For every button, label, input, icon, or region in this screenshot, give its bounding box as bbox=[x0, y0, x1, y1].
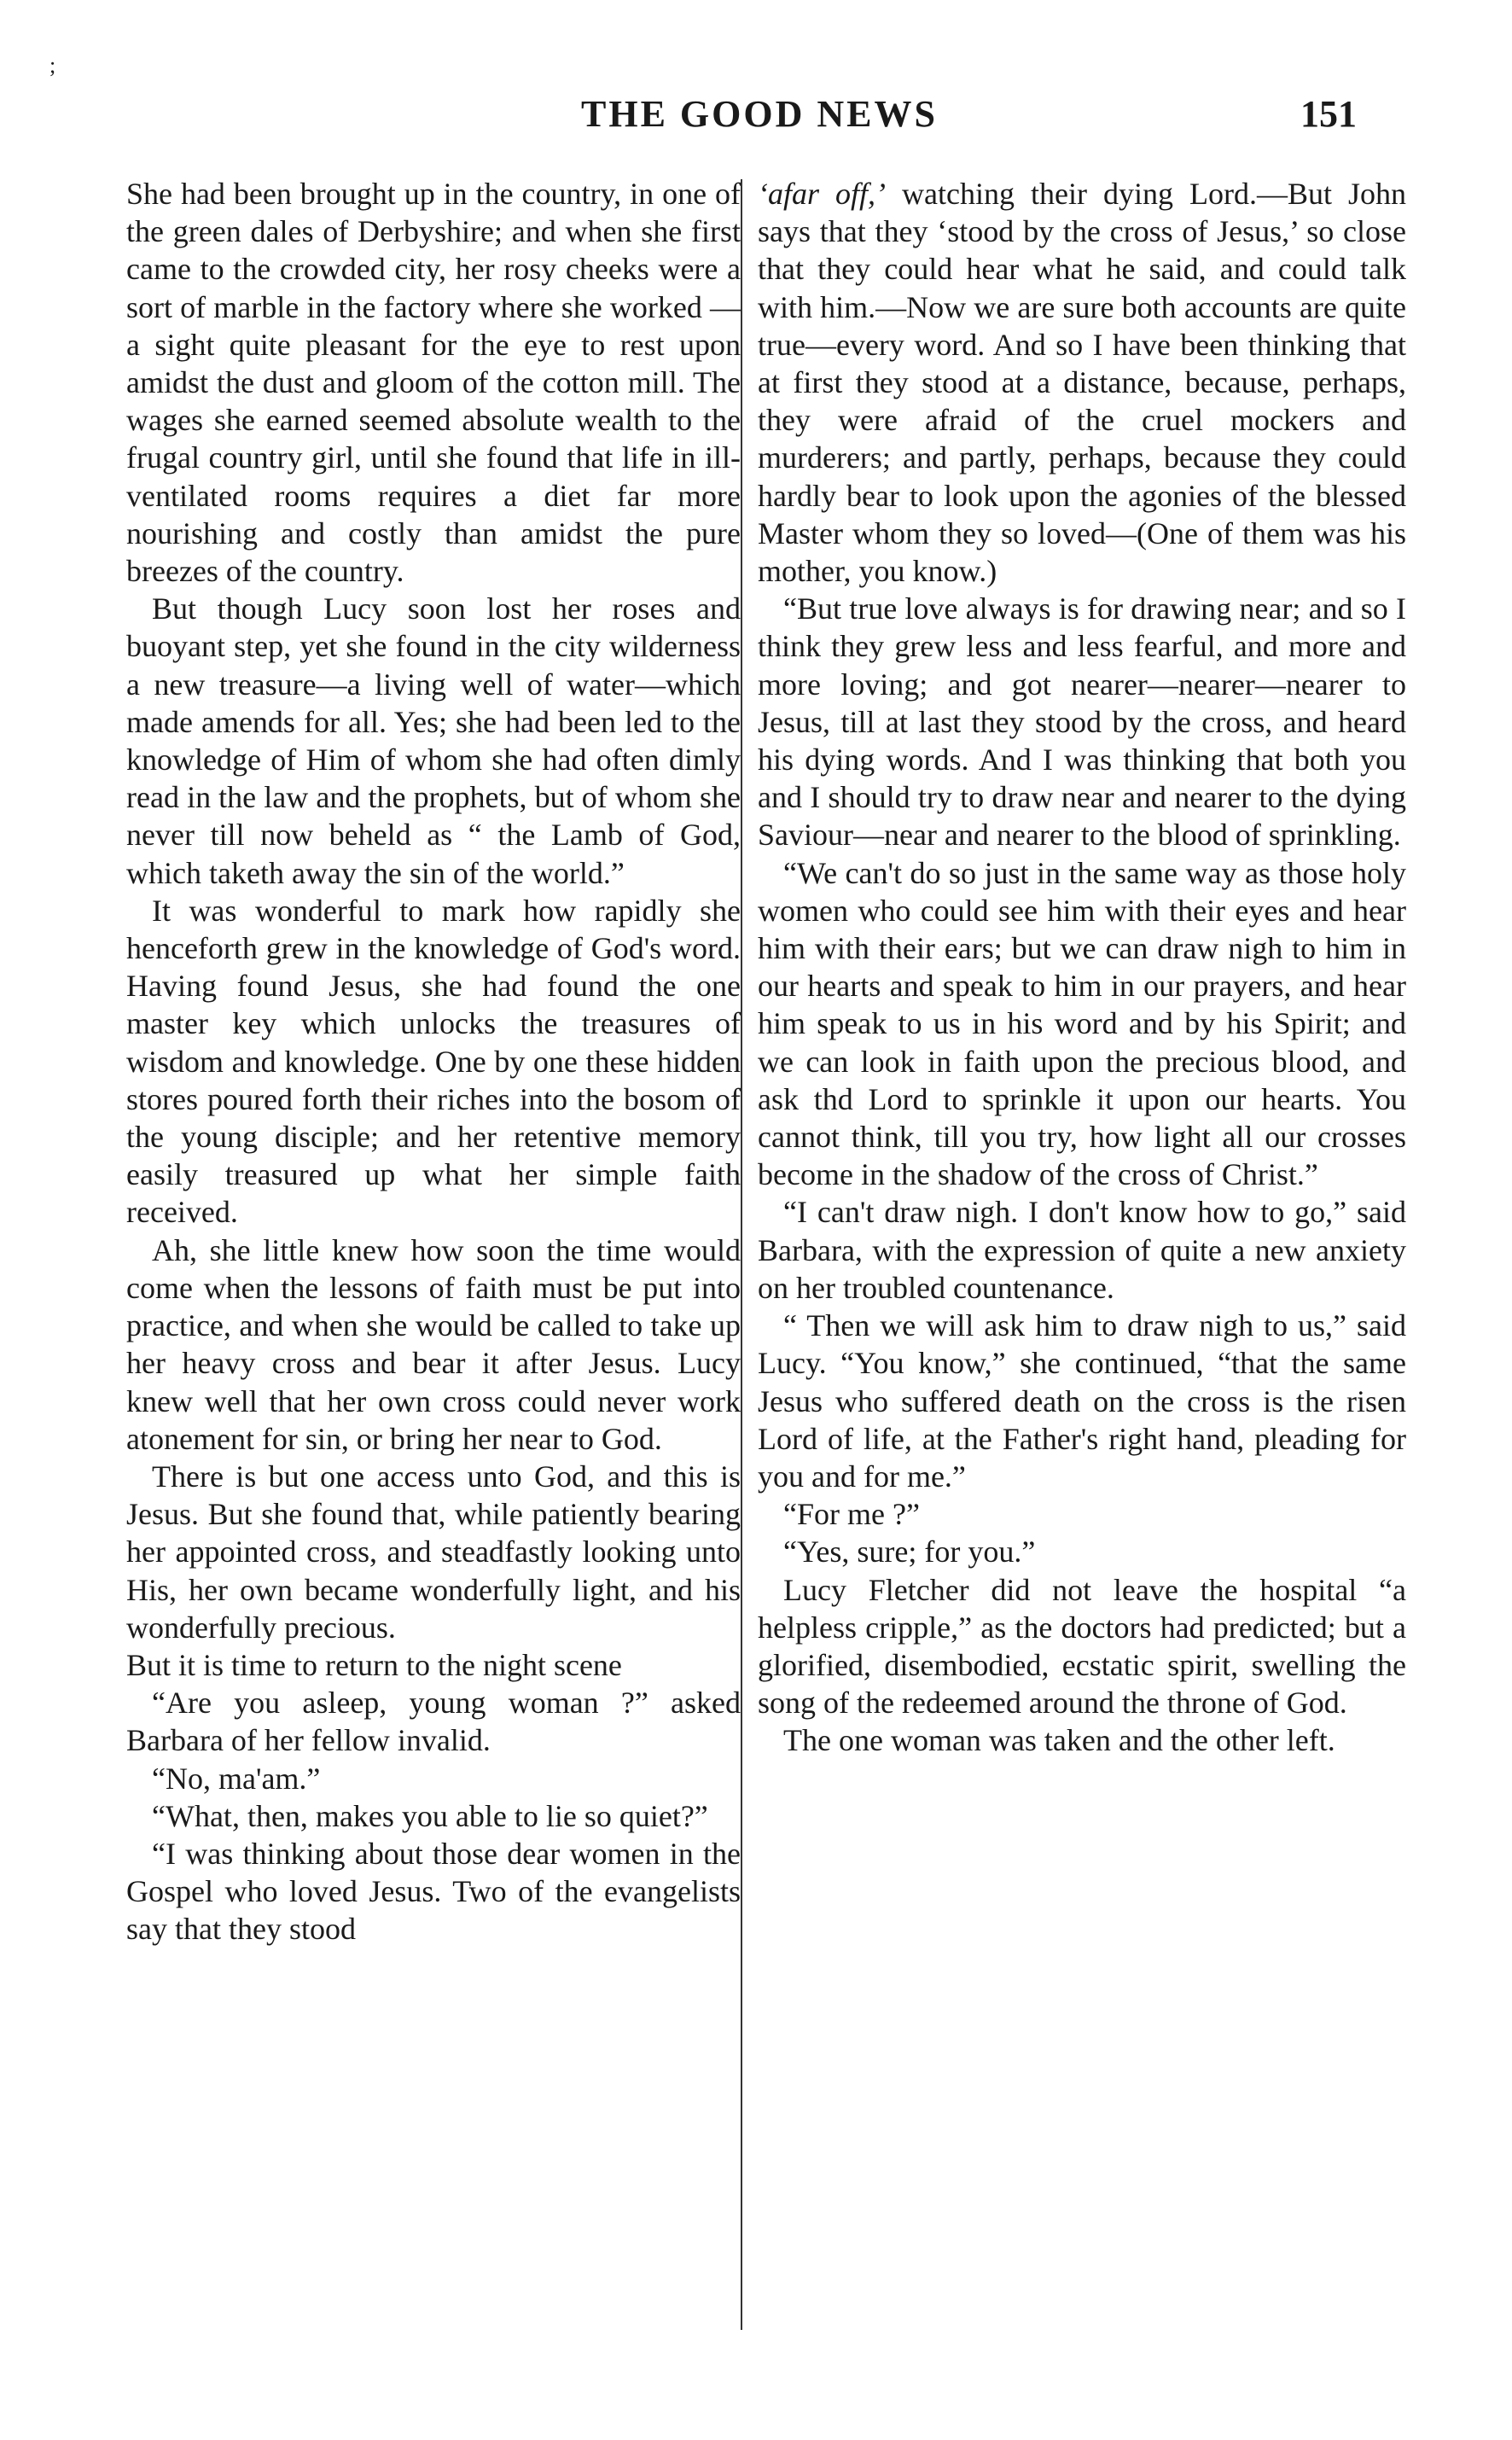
margin-mark: ; bbox=[49, 53, 56, 78]
paragraph: Ah, she little knew how soon the time would come when the lessons of faith must be put into practice, and when she would be called to take up her heavy cross and bear it after Jesus. Lucy knew well that her own cross could never work atonement for sin, or bring her near to God. bbox=[126, 1232, 741, 1456]
paragraph: She had been brought up in the country, in one of the green dales of Derbyshire; and when she first came to the crowded city, her rosy cheeks were a sort of marble in the factory where she worked —a sight quite pleasant for the eye to rest upon amidst the dust and gloom of the cotton mill. The wages she earned seemed absolute wealth to the frugal country girl, until she found that life in ill-ventilated rooms requires a diet far more nourishing and costly than amidst the pure breezes of the country. bbox=[126, 177, 741, 589]
paragraph: “I was thinking about those dear women in the Gospel who loved Jesus. Two of the evangelists say that they stood bbox=[126, 1836, 741, 1947]
running-head bbox=[128, 92, 1391, 143]
paragraph: It was wonderful to mark how rapidly she henceforth grew in the knowledge of God's word. Having found Jesus, she had found the one master key which unlocks the treasures of wisdom and knowledge. One by one these hidden stores poured forth their riches into the bosom of the young disciple; and her retentive memory easily treasured up what her simple faith received. bbox=[126, 893, 741, 1230]
paragraph: But though Lucy soon lost her roses and buoyant step, yet she found in the city wilderness a new treasure—a living well of water—which made amends for all. Yes; she had been led to the knowledge of Him of whom she had often dimly read in the law and the prophets, but of whom she never till now beheld as “ the Lamb of God, which taketh away the sin of the world.” bbox=[126, 591, 741, 890]
page-number: 151 bbox=[1300, 93, 1357, 135]
right-column bbox=[758, 175, 1406, 1760]
paragraph-text: watching their dying Lord.—But John says that they ‘stood by the cross of Jesus,’ so close that they could hear what he said, and could talk with him.—Now we are sure both accounts are quite true—every word. And so I have been thinking that at first they stood at a distance, because, perhaps, they were afraid of the cruel mockers and murderers; and partly, perhaps, because they could hardly bear to look upon the agonies of the blessed Master whom they so loved—(One of them was his mother, you know.) bbox=[758, 177, 1407, 589]
running-title: THE GOOD NEWS bbox=[581, 93, 938, 135]
paragraph: “ Then we will ask him to draw nigh to us,” said Lucy. “You know,” she continued, “that the same Jesus who suffered death on the cross is the risen Lord of life, at the Father's right hand, pleading for you and for me.” bbox=[758, 1308, 1406, 1494]
paragraph: “For me ?” bbox=[783, 1497, 920, 1532]
paragraph: “But true love always is for drawing near; and so I think they grew less and less fearful, and more and more loving; and got nearer—nearer—nearer to Jesus, till at last they stood by the cross, and heard his dying words. And I was thinking that both you and I should try to draw near and nearer to the dying Saviour—near and nearer to the blood of sprinkling. bbox=[758, 591, 1406, 853]
paragraph: There is but one access unto God, and this is Jesus. But she found that, while patiently bearing her appointed cross, and steadfastly looking unto His, her own became wonderfully light, and his wonderfully precious. bbox=[126, 1459, 741, 1645]
paragraph: “Yes, sure; for you.” bbox=[783, 1534, 1036, 1569]
paragraph: “Are you asleep, young woman ?” asked Barbara of her fellow invalid. bbox=[126, 1686, 741, 1758]
column-divider bbox=[741, 179, 742, 2330]
paragraph: But it is time to return to the night scene bbox=[126, 1647, 622, 1682]
paragraph bbox=[758, 175, 1406, 590]
paragraph: The one woman was taken and the other left. bbox=[783, 1723, 1335, 1758]
paragraph: “We can't do so just in the same way as those holy women who could see him with their eyes and hear him with their ears; but we can draw nigh to him in our hearts and speak to him in our prayers, and hear him speak to us in his word and by his Spirit; and we can look in faith upon the precious blood, and ask thd Lord to sprinkle it upon our hearts. You cannot think, till you try, how light all our crosses become in the shadow of the cross of Christ.” bbox=[758, 855, 1406, 1192]
left-column bbox=[126, 175, 741, 1948]
paragraph: Lucy Fletcher did not leave the hospital “a helpless cripple,” as the doctors had predicted; but a glorified, disembodied, ecstatic spirit, swelling the song of the redeemed around the throne of God. bbox=[758, 1572, 1406, 1721]
paragraph: “What, then, makes you able to lie so quiet?” bbox=[152, 1798, 708, 1833]
paragraph: “I can't draw nigh. I don't know how to go,” said Barbara, with the expression of quite a new anxiety on her troubled countenance. bbox=[758, 1195, 1406, 1305]
italic-phrase: ‘afar off,’ bbox=[758, 177, 887, 211]
paragraph: “No, ma'am.” bbox=[152, 1761, 321, 1796]
